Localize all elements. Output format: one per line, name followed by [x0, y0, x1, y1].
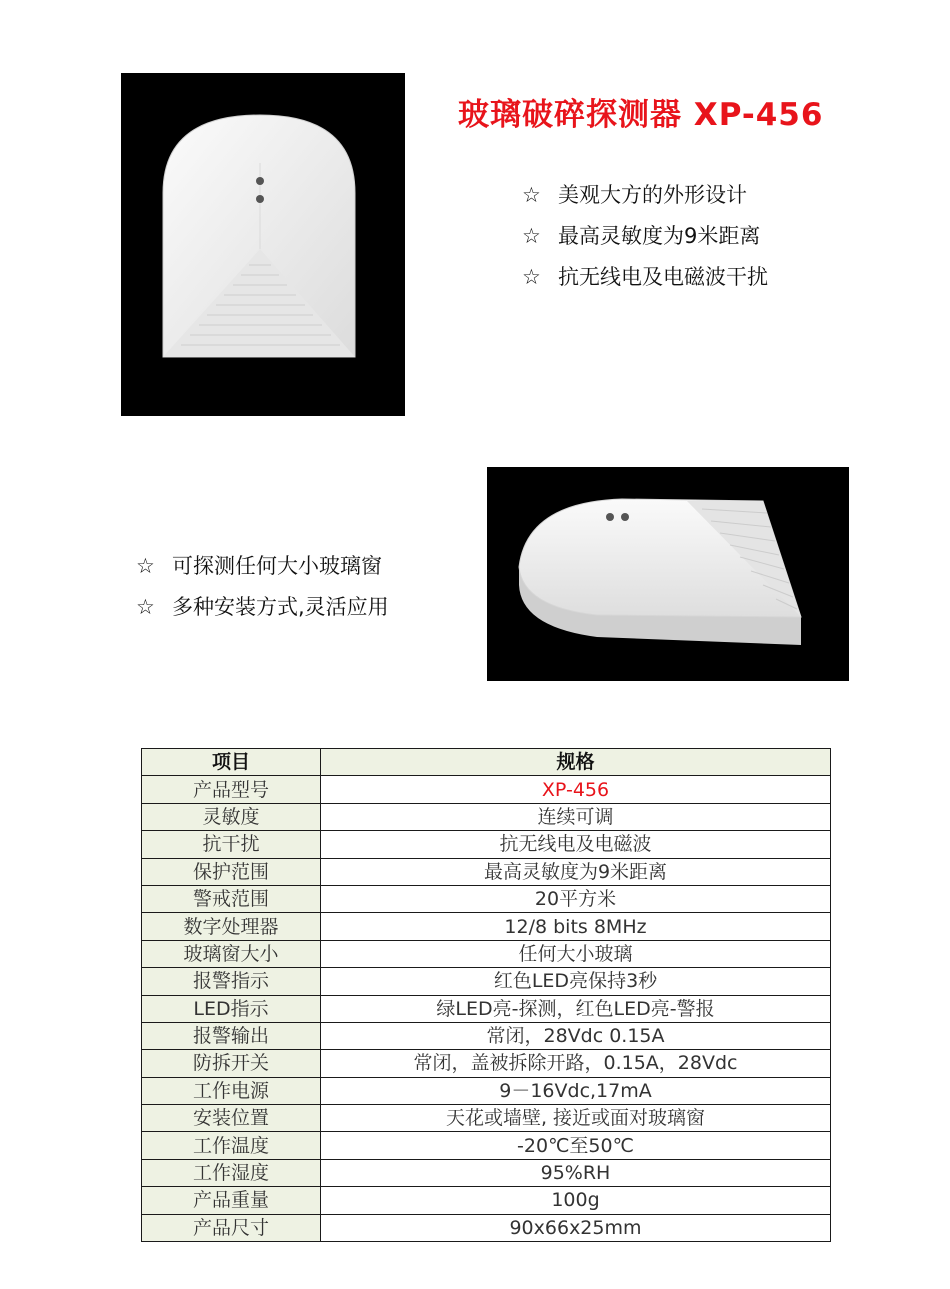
spec-value: 红色LED亮保持3秒: [321, 968, 831, 995]
table-row: [142, 1050, 831, 1077]
spec-key: 灵敏度: [142, 803, 321, 830]
spec-value: 90x66x25mm: [321, 1214, 831, 1241]
spec-key: 工作电源: [142, 1077, 321, 1104]
spec-value: 任何大小玻璃: [321, 940, 831, 967]
spec-value: 95%RH: [321, 1159, 831, 1186]
spec-key: 防拆开关: [142, 1050, 321, 1077]
spec-value: 常闭，28Vdc 0.15A: [321, 1022, 831, 1049]
spec-key: 安装位置: [142, 1105, 321, 1132]
spec-key: 报警输出: [142, 1022, 321, 1049]
feature-item: ☆ 可探测任何大小玻璃窗: [136, 551, 389, 592]
spec-key: LED指示: [142, 995, 321, 1022]
table-row: [142, 968, 831, 995]
page-title: 玻璃破碎探测器 XP-456: [458, 96, 824, 133]
spec-value: 100g: [321, 1187, 831, 1214]
feature-item: ☆ 抗无线电及电磁波干扰: [522, 262, 768, 303]
spec-key: 工作湿度: [142, 1159, 321, 1186]
feature-item: ☆ 最高灵敏度为9米距离: [522, 221, 768, 262]
spec-value: 最高灵敏度为9米距离: [321, 858, 831, 885]
table-row: [142, 1105, 831, 1132]
spec-key: 产品重量: [142, 1187, 321, 1214]
table-row: [142, 1132, 831, 1159]
star-icon: ☆: [136, 595, 155, 619]
spec-value: XP-456: [321, 776, 831, 803]
table-row: [142, 995, 831, 1022]
spec-key: 玻璃窗大小: [142, 940, 321, 967]
table-row: [142, 803, 831, 830]
product-photo-angled: [487, 467, 849, 681]
column-header-spec: 规格: [321, 749, 831, 776]
spec-key: 警戒范围: [142, 885, 321, 912]
feature-list-middle: [136, 551, 389, 633]
spec-value: 天花或墙壁, 接近或面对玻璃窗: [321, 1105, 831, 1132]
table-row: [142, 1022, 831, 1049]
table-row: [142, 1077, 831, 1104]
feature-item: ☆ 多种安装方式,灵活应用: [136, 592, 389, 633]
spec-value: -20℃至50℃: [321, 1132, 831, 1159]
spec-value: 12/8 bits 8MHz: [321, 913, 831, 940]
table-row: [142, 885, 831, 912]
table-row: [142, 1159, 831, 1186]
spec-key: 报警指示: [142, 968, 321, 995]
spec-table: [141, 748, 831, 1242]
detector-angled-illustration: [487, 467, 849, 681]
column-header-item: 项目: [142, 749, 321, 776]
table-row: [142, 940, 831, 967]
table-row: [142, 776, 831, 803]
detector-front-illustration: [121, 73, 405, 416]
table-header-row: [142, 749, 831, 776]
star-icon: ☆: [136, 554, 155, 578]
spec-value: 连续可调: [321, 803, 831, 830]
spec-value: 抗无线电及电磁波: [321, 831, 831, 858]
spec-table-body: [142, 776, 831, 1242]
table-row: [142, 913, 831, 940]
feature-item: ☆ 美观大方的外形设计: [522, 180, 768, 221]
spec-key: 产品型号: [142, 776, 321, 803]
spec-key: 数字处理器: [142, 913, 321, 940]
spec-value: 9－16Vdc,17mA: [321, 1077, 831, 1104]
product-photo-front: [121, 73, 405, 416]
spec-value: 20平方米: [321, 885, 831, 912]
feature-list-top: [522, 180, 768, 303]
star-icon: ☆: [522, 183, 541, 207]
spec-key: 工作温度: [142, 1132, 321, 1159]
star-icon: ☆: [522, 224, 541, 248]
spec-key: 抗干扰: [142, 831, 321, 858]
table-row: [142, 1214, 831, 1241]
table-row: [142, 1187, 831, 1214]
spec-value: 绿LED亮-探测，红色LED亮-警报: [321, 995, 831, 1022]
spec-key: 保护范围: [142, 858, 321, 885]
table-row: [142, 858, 831, 885]
spec-value: 常闭，盖被拆除开路，0.15A，28Vdc: [321, 1050, 831, 1077]
star-icon: ☆: [522, 265, 541, 289]
spec-key: 产品尺寸: [142, 1214, 321, 1241]
table-row: [142, 831, 831, 858]
